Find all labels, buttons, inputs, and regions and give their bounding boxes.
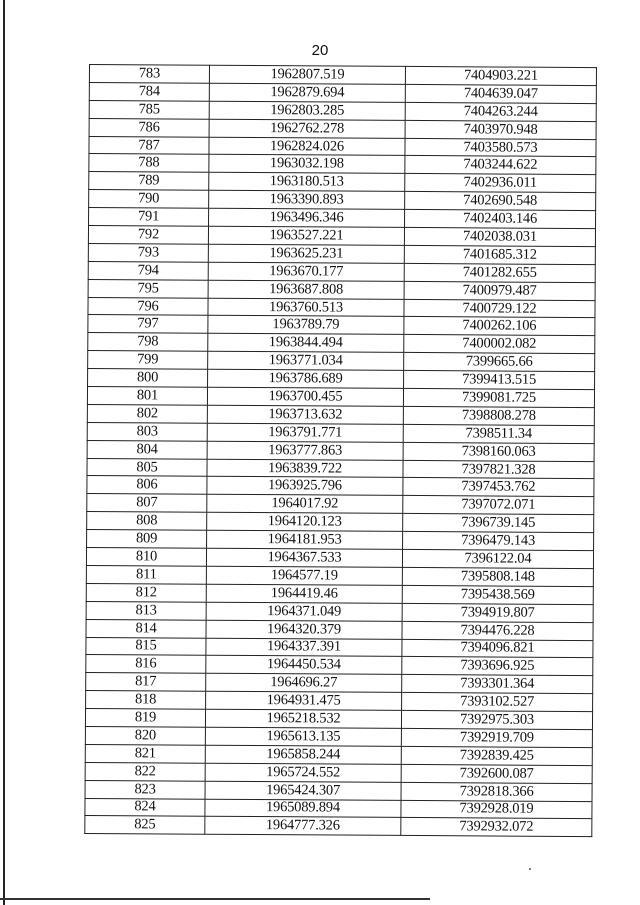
x-coordinate-cell: 1964017.92 (207, 495, 403, 514)
y-coordinate-cell: 7396739.145 (403, 514, 594, 533)
point-number-cell: 798 (88, 333, 208, 352)
point-number-cell: 794 (88, 261, 208, 280)
point-number-cell: 817 (86, 673, 206, 692)
point-number-cell: 812 (86, 583, 206, 602)
y-coordinate-cell: 7401282.655 (404, 263, 595, 282)
x-coordinate-cell: 1964696.27 (206, 674, 402, 693)
point-number-cell: 816 (86, 655, 206, 674)
y-coordinate-cell: 7398511.34 (403, 424, 594, 443)
x-coordinate-cell: 1963625.231 (208, 244, 404, 263)
point-number-cell: 823 (85, 780, 205, 799)
point-number-cell: 813 (86, 601, 206, 620)
y-coordinate-cell: 7399665.66 (404, 353, 595, 372)
point-number-cell: 824 (85, 798, 205, 817)
y-coordinate-cell: 7392975.303 (401, 710, 592, 729)
point-number-cell: 809 (87, 530, 207, 549)
point-number-cell: 819 (85, 709, 205, 728)
x-coordinate-cell: 1964337.391 (206, 638, 402, 657)
x-coordinate-cell: 1963791.771 (207, 423, 403, 442)
y-coordinate-cell: 7404903.221 (405, 66, 596, 85)
y-coordinate-cell: 7399081.725 (403, 388, 594, 407)
x-coordinate-cell: 1963760.513 (208, 298, 404, 317)
y-coordinate-cell: 7393301.364 (402, 675, 593, 694)
scan-edge-left (3, 0, 5, 905)
y-coordinate-cell: 7395808.148 (402, 567, 593, 586)
point-number-cell: 795 (88, 279, 208, 298)
coordinates-table-body (85, 65, 597, 837)
x-coordinate-cell: 1962803.285 (209, 101, 405, 120)
x-coordinate-cell: 1962879.694 (209, 83, 405, 102)
y-coordinate-cell: 7397453.762 (403, 478, 594, 497)
y-coordinate-cell: 7400262.106 (404, 317, 595, 336)
x-coordinate-cell: 1965424.307 (205, 781, 401, 800)
point-number-cell: 793 (88, 243, 208, 262)
y-coordinate-cell: 7402403.146 (405, 210, 596, 229)
x-coordinate-cell: 1963032.198 (209, 155, 405, 174)
y-coordinate-cell: 7392932.072 (401, 818, 592, 837)
x-coordinate-cell: 1965613.135 (205, 727, 401, 746)
point-number-cell: 806 (87, 476, 207, 495)
y-coordinate-cell: 7400979.487 (404, 281, 595, 300)
point-number-cell: 787 (89, 136, 209, 155)
x-coordinate-cell: 1962807.519 (209, 65, 405, 84)
y-coordinate-cell: 7392600.087 (401, 764, 592, 783)
y-coordinate-cell: 7392818.366 (401, 782, 592, 801)
x-coordinate-cell: 1962762.278 (209, 119, 405, 138)
scan-speck (529, 868, 531, 870)
point-number-cell: 797 (88, 315, 208, 334)
point-number-cell: 815 (86, 637, 206, 656)
x-coordinate-cell: 1963844.494 (208, 334, 404, 353)
x-coordinate-cell: 1964320.379 (206, 620, 402, 639)
y-coordinate-cell: 7393102.527 (402, 693, 593, 712)
coordinates-table (84, 64, 597, 837)
point-number-cell: 800 (88, 369, 208, 388)
point-number-cell: 789 (89, 172, 209, 191)
y-coordinate-cell: 7400002.082 (404, 335, 595, 354)
y-coordinate-cell: 7399413.515 (404, 371, 595, 390)
x-coordinate-cell: 1963527.221 (208, 226, 404, 245)
point-number-cell: 825 (85, 816, 205, 835)
y-coordinate-cell: 7396479.143 (403, 532, 594, 551)
page-number: 20 (311, 42, 329, 59)
table-row (85, 816, 592, 837)
x-coordinate-cell: 1964371.049 (206, 602, 402, 621)
x-coordinate-cell: 1963786.689 (208, 369, 404, 388)
x-coordinate-cell: 1964419.46 (206, 584, 402, 603)
point-number-cell: 790 (89, 190, 209, 209)
point-number-cell: 784 (89, 82, 209, 101)
x-coordinate-cell: 1963687.808 (208, 280, 404, 299)
x-coordinate-cell: 1964120.123 (207, 512, 403, 531)
x-coordinate-cell: 1962824.026 (209, 137, 405, 156)
y-coordinate-cell: 7402936.011 (405, 174, 596, 193)
x-coordinate-cell: 1965218.532 (205, 709, 401, 728)
x-coordinate-cell: 1963839.722 (207, 459, 403, 478)
point-number-cell: 821 (85, 744, 205, 763)
y-coordinate-cell: 7397072.071 (403, 496, 594, 515)
y-coordinate-cell: 7392839.425 (401, 746, 592, 765)
y-coordinate-cell: 7393696.925 (402, 657, 593, 676)
x-coordinate-cell: 1964931.475 (206, 691, 402, 710)
y-coordinate-cell: 7398160.063 (403, 442, 594, 461)
x-coordinate-cell: 1963180.513 (209, 173, 405, 192)
x-coordinate-cell: 1963771.034 (208, 351, 404, 370)
x-coordinate-cell: 1964450.534 (206, 656, 402, 675)
point-number-cell: 785 (89, 100, 209, 119)
y-coordinate-cell: 7400729.122 (404, 299, 595, 318)
point-number-cell: 803 (87, 422, 207, 441)
y-coordinate-cell: 7396122.04 (402, 549, 593, 568)
y-coordinate-cell: 7394919.807 (402, 603, 593, 622)
y-coordinate-cell: 7403970.948 (405, 120, 596, 139)
y-coordinate-cell: 7404639.047 (405, 84, 596, 103)
y-coordinate-cell: 7401685.312 (404, 245, 595, 264)
x-coordinate-cell: 1965089.894 (205, 799, 401, 818)
y-coordinate-cell: 7402038.031 (404, 227, 595, 246)
y-coordinate-cell: 7403580.573 (405, 138, 596, 157)
y-coordinate-cell: 7394096.821 (402, 639, 593, 658)
point-number-cell: 811 (86, 565, 206, 584)
x-coordinate-cell: 1965724.552 (205, 763, 401, 782)
point-number-cell: 804 (87, 440, 207, 459)
y-coordinate-cell: 7395438.569 (402, 585, 593, 604)
point-number-cell: 796 (88, 297, 208, 316)
x-coordinate-cell: 1963390.893 (209, 190, 405, 209)
x-coordinate-cell: 1964367.533 (206, 548, 402, 567)
x-coordinate-cell: 1963700.455 (207, 387, 403, 406)
y-coordinate-cell: 7394476.228 (402, 621, 593, 640)
point-number-cell: 801 (87, 387, 207, 406)
x-coordinate-cell: 1964181.953 (207, 530, 403, 549)
x-coordinate-cell: 1963925.796 (207, 477, 403, 496)
point-number-cell: 808 (87, 512, 207, 531)
point-number-cell: 810 (86, 548, 206, 567)
x-coordinate-cell: 1963713.632 (207, 405, 403, 424)
x-coordinate-cell: 1963670.177 (208, 262, 404, 281)
point-number-cell: 820 (85, 726, 205, 745)
point-number-cell: 822 (85, 762, 205, 781)
point-number-cell: 814 (86, 619, 206, 638)
y-coordinate-cell: 7404263.244 (405, 102, 596, 121)
y-coordinate-cell: 7392919.709 (401, 728, 592, 747)
y-coordinate-cell: 7398808.278 (403, 406, 594, 425)
point-number-cell: 802 (87, 404, 207, 423)
point-number-cell: 799 (88, 351, 208, 370)
point-number-cell: 791 (89, 208, 209, 227)
point-number-cell: 818 (86, 691, 206, 710)
y-coordinate-cell: 7397821.328 (403, 460, 594, 479)
point-number-cell: 807 (87, 494, 207, 513)
x-coordinate-cell: 1963496.346 (209, 208, 405, 227)
scan-edge-bottom (0, 898, 430, 900)
y-coordinate-cell: 7392928.019 (401, 800, 592, 819)
x-coordinate-cell: 1965858.244 (205, 745, 401, 764)
point-number-cell: 805 (87, 458, 207, 477)
point-number-cell: 788 (89, 154, 209, 173)
y-coordinate-cell: 7403244.622 (405, 156, 596, 175)
point-number-cell: 786 (89, 118, 209, 137)
point-number-cell: 792 (88, 226, 208, 245)
x-coordinate-cell: 1963789.79 (208, 316, 404, 335)
y-coordinate-cell: 7402690.548 (405, 192, 596, 211)
x-coordinate-cell: 1963777.863 (207, 441, 403, 460)
x-coordinate-cell: 1964577.19 (206, 566, 402, 585)
point-number-cell: 783 (89, 65, 209, 84)
x-coordinate-cell: 1964777.326 (205, 817, 401, 836)
